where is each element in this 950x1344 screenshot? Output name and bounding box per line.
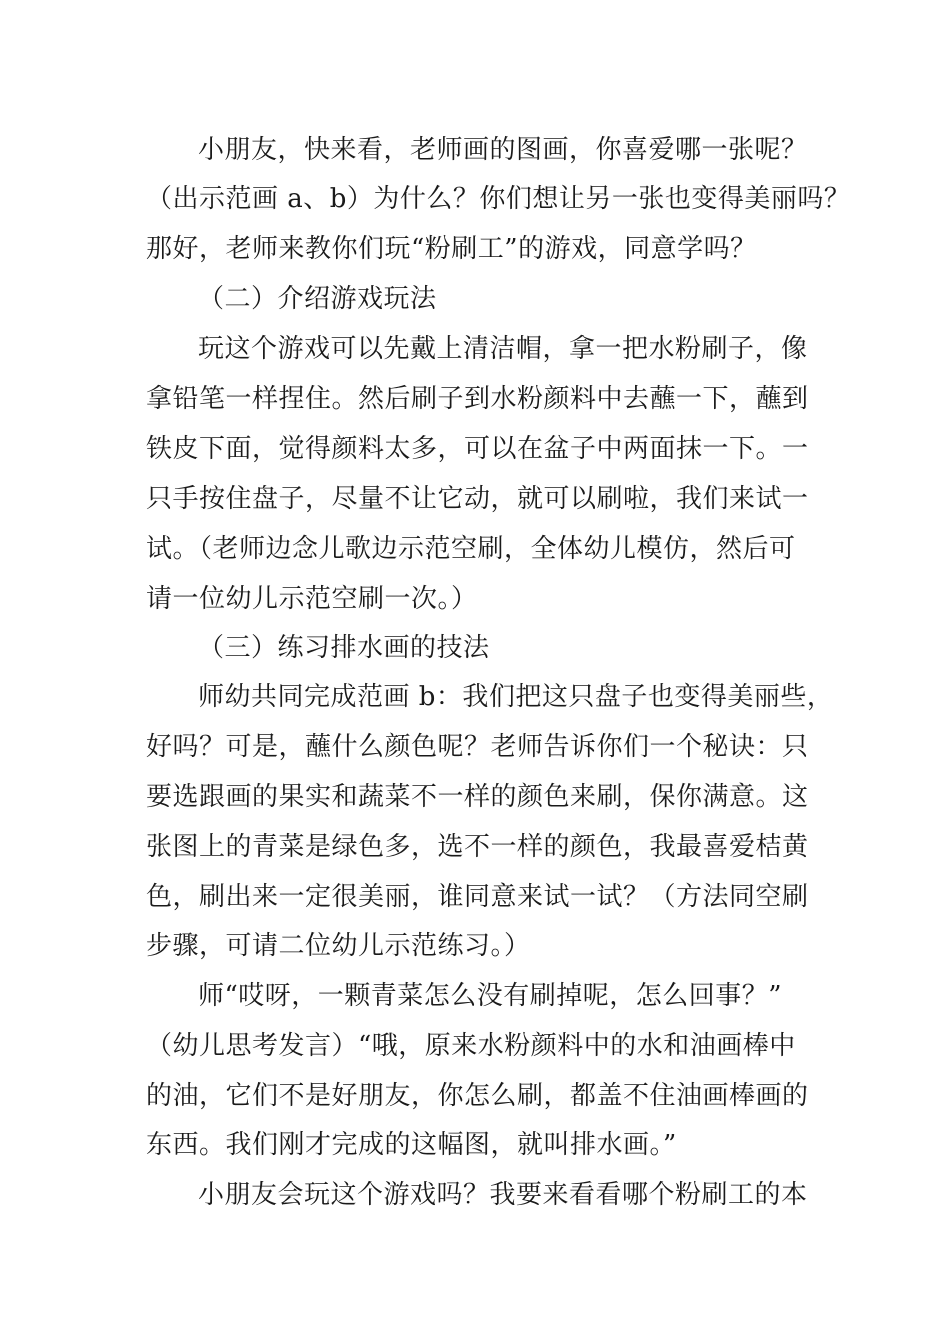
paragraph-line: 要选跟画的果实和蔬菜不一样的颜色来刷，保你满意。这	[146, 782, 809, 812]
paragraph-line: 张图上的青菜是绿色多，选不一样的颜色，我最喜爱桔黄	[146, 832, 809, 862]
paragraph-line: 的油，它们不是好朋友，你怎么刷，都盖不住油画棒画的	[146, 1081, 809, 1111]
paragraph-line: 拿铅笔一样捏住。然后刷子到水粉颜料中去蘸一下，蘸到	[146, 384, 809, 414]
paragraph-line: 铁皮下面，觉得颜料太多，可以在盆子中两面抹一下。一	[146, 434, 809, 464]
paragraph-line: 请一位幼儿示范空刷一次。）	[146, 584, 478, 614]
paragraph-line: 色，刷出来一定很美丽，谁同意来试一试？（方法同空刷	[146, 882, 809, 912]
paragraph-line: 师幼共同完成范画 b：我们把这只盘子也变得美丽些，	[198, 682, 834, 712]
paragraph-line: 只手按住盘子，尽量不让它动，就可以刷啦，我们来试一	[146, 484, 809, 514]
paragraph-line: 试。（老师边念儿歌边示范空刷，全体幼儿模仿，然后可	[146, 534, 796, 564]
paragraph-line: 小朋友，快来看，老师画的图画，你喜爱哪一张呢？	[198, 135, 808, 165]
paragraph-line: 东西。我们刚才完成的这幅图，就叫排水画。”	[146, 1130, 677, 1160]
paragraph-line: 玩这个游戏可以先戴上清洁帽，拿一把水粉刷子，像	[198, 334, 808, 364]
paragraph-line: （出示范画 a、b）为什么？你们想让另一张也变得美丽吗？	[146, 184, 851, 214]
paragraph-line: 师“哎呀，一颗青菜怎么没有刷掉呢，怎么回事？”	[198, 981, 783, 1011]
paragraph-line: 好吗？可是，蘸什么颜色呢？老师告诉你们一个秘诀：只	[146, 732, 809, 762]
section-heading: （二）介绍游戏玩法	[198, 284, 437, 314]
paragraph-line: 那好，老师来教你们玩“粉刷工”的游戏，同意学吗？	[146, 234, 757, 264]
paragraph-line: （幼儿思考发言）“哦，原来水粉颜料中的水和油画棒中	[146, 1031, 796, 1061]
section-heading: （三）练习排水画的技法	[198, 633, 490, 663]
paragraph-line: 小朋友会玩这个游戏吗？我要来看看哪个粉刷工的本	[198, 1180, 808, 1210]
paragraph-line: 步骤，可请二位幼儿示范练习。）	[146, 931, 531, 961]
